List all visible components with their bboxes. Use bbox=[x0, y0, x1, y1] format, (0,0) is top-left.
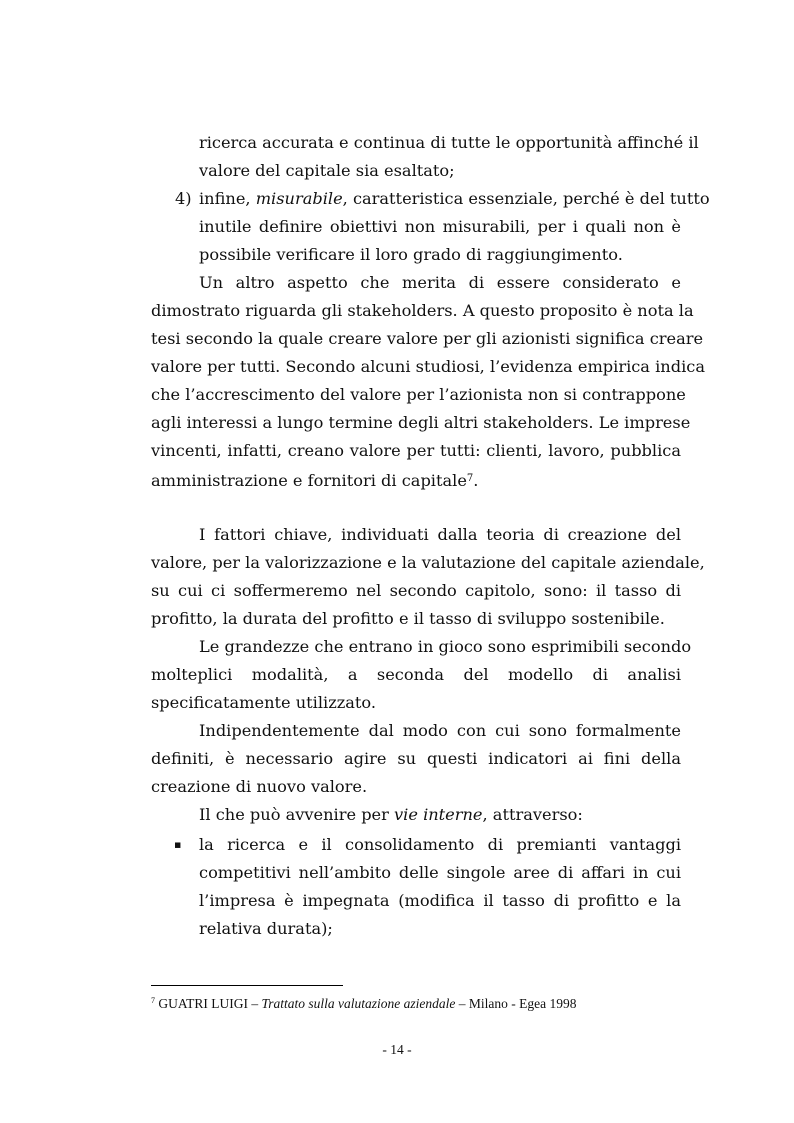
text-line: su cui ci soffermeremo nel secondo capitolo, sono: il tasso di bbox=[151, 581, 681, 600]
text-segment: infine, bbox=[199, 189, 256, 208]
text-line bbox=[199, 189, 710, 209]
text-line: valore, per la valorizzazione e la valutazione del capitale aziendale, bbox=[151, 553, 705, 572]
emphasis-text: misurabile bbox=[255, 189, 343, 208]
text-line: vincenti, infatti, creano valore per tutti: clienti, lavoro, pubblica bbox=[151, 441, 681, 460]
text-line: profitto, la durata del profitto e il tasso di sviluppo sostenibile. bbox=[151, 609, 665, 628]
footnote-ref: 7 bbox=[466, 473, 474, 484]
text-line: valore per tutti. Secondo alcuni studiosi, l’evidenza empirica indica bbox=[151, 357, 705, 376]
text-line: relativa durata); bbox=[199, 919, 333, 938]
text-line: creazione di nuovo valore. bbox=[151, 777, 368, 796]
text-line: valore del capitale sia esaltato; bbox=[199, 161, 455, 180]
text-line: inutile definire obiettivi non misurabili, per i quali non è bbox=[199, 217, 681, 236]
text-line: che l’accrescimento del valore per l’azionista non si contrappone bbox=[151, 385, 686, 404]
text-line: la ricerca e il consolidamento di premianti vantaggi bbox=[199, 835, 681, 854]
text-line: l’impresa è impegnata (modifica il tasso di profitto e la bbox=[199, 891, 681, 910]
list-number: 4) bbox=[175, 189, 192, 208]
text-line: dimostrato riguarda gli stakeholders. A questo proposito è nota la bbox=[151, 301, 694, 320]
text-line: molteplici modalità, a seconda del modello di analisi bbox=[151, 665, 681, 684]
text-line: Un altro aspetto che merita di essere considerato e bbox=[199, 273, 681, 292]
text-segment: . bbox=[473, 471, 479, 490]
text-line: Indipendentemente dal modo con cui sono formalmente bbox=[199, 721, 681, 740]
emphasis-text: vie interne bbox=[394, 805, 483, 824]
text-segment: , attraverso: bbox=[482, 805, 583, 824]
text-line: agli interessi a lungo termine degli altri stakeholders. Le imprese bbox=[151, 413, 691, 432]
text-line: specificatamente utilizzato. bbox=[151, 693, 377, 712]
text-segment: amministrazione e fornitori di capitale bbox=[151, 471, 467, 490]
footnote-publisher: – Milano - Egea 1998 bbox=[455, 996, 577, 1011]
text-line: ricerca accurata e continua di tutte le opportunità affinché il bbox=[199, 133, 699, 152]
footnote-title: Trattato sulla valutazione aziendale bbox=[261, 996, 456, 1011]
footnote-marker: 7 bbox=[151, 996, 155, 1005]
text-line bbox=[199, 805, 681, 825]
text-line: tesi secondo la quale creare valore per gli azionisti significa creare bbox=[151, 329, 704, 348]
text-segment: Il che può avvenire per bbox=[199, 805, 395, 824]
text-line: possibile verificare il loro grado di raggiungimento. bbox=[199, 245, 623, 264]
page-number: - 14 - bbox=[382, 1042, 412, 1057]
bullet-icon: ▪ bbox=[174, 838, 182, 851]
text-line bbox=[151, 469, 681, 491]
footnote-separator bbox=[151, 985, 343, 986]
footnote bbox=[151, 992, 576, 1013]
text-line: I fattori chiave, individuati dalla teoria di creazione del bbox=[199, 525, 681, 544]
footnote-author: GUATRI LUIGI – bbox=[155, 996, 262, 1011]
text-line: Le grandezze che entrano in gioco sono esprimibili secondo bbox=[199, 637, 692, 656]
text-line: definiti, è necessario agire su questi indicatori ai fini della bbox=[151, 749, 681, 768]
text-line: competitivi nell’ambito delle singole aree di affari in cui bbox=[199, 863, 681, 882]
text-segment: , caratteristica essenziale, perché è del tutto bbox=[342, 189, 710, 208]
